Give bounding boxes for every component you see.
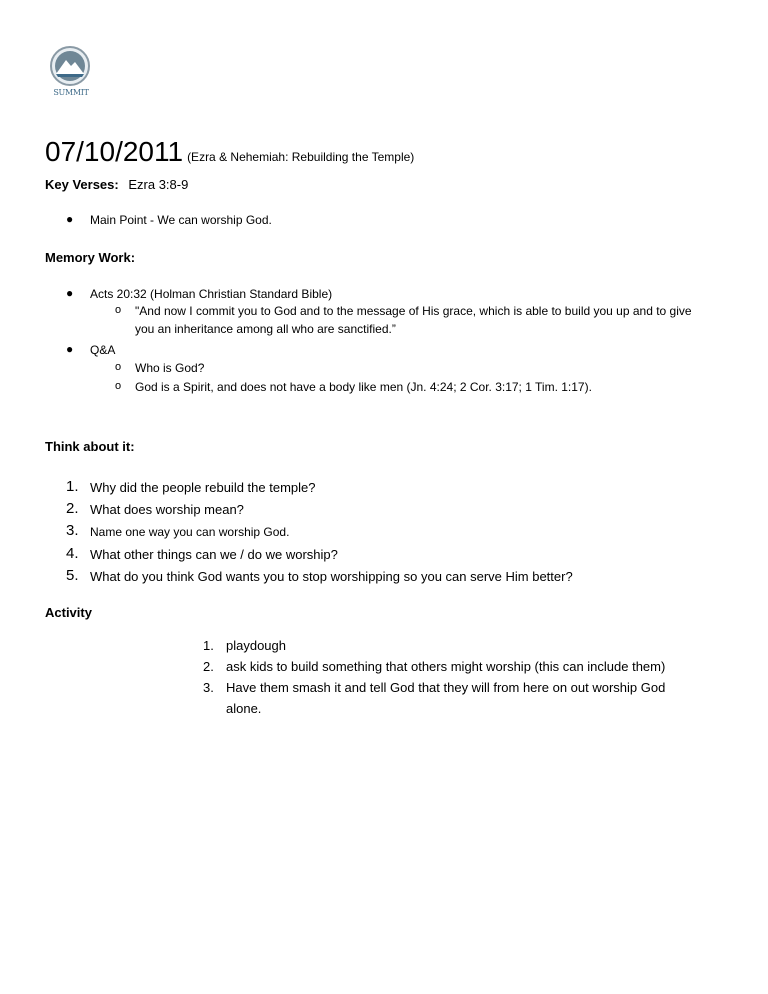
activity-heading: Activity	[45, 605, 92, 620]
logo-text: SUMMIT	[53, 88, 89, 97]
circle-bullet-icon: o	[115, 380, 122, 392]
think-item-number: 4.	[66, 545, 79, 562]
bullet-icon: ●	[66, 212, 74, 226]
bullet-icon: ●	[66, 342, 74, 356]
think-item-text: Name one way you can worship God.	[90, 525, 290, 539]
qa-label: Q&A	[90, 343, 116, 357]
qa-question: Who is God?	[135, 361, 205, 375]
summit-logo-icon	[46, 44, 94, 104]
title-date: 07/10/2011	[45, 136, 184, 167]
verse-text-line2: you an inheritance among all who are sanctified.”	[135, 322, 396, 336]
main-point: Main Point - We can worship God.	[90, 213, 272, 227]
activity-item-text: playdough	[226, 638, 286, 653]
think-item-number: 2.	[66, 500, 79, 517]
think-item-number: 3.	[66, 522, 79, 539]
title-subtitle: (Ezra & Nehemiah: Rebuilding the Temple)	[187, 150, 415, 164]
think-item-text: What do you think God wants you to stop worshipping so you can serve Him better?	[90, 569, 573, 584]
verse-text-line1: "And now I commit you to God and to the message of His grace, which is able to build you up and to give	[135, 304, 692, 318]
key-verses	[45, 177, 188, 192]
key-verses-label: Key Verses:	[45, 177, 119, 192]
activity-item-number: 3.	[203, 680, 214, 695]
activity-item-number: 1.	[203, 638, 214, 653]
qa-answer: God is a Spirit, and does not have a body like men (Jn. 4:24; 2 Cor. 3:17; 1 Tim. 1:17).	[135, 380, 592, 394]
key-verses-value: Ezra 3:8-9	[128, 177, 189, 192]
bullet-icon: ●	[66, 286, 74, 300]
activity-item-number: 2.	[203, 659, 214, 674]
activity-item-text: ask kids to build something that others might worship (this can include them)	[226, 659, 666, 674]
think-item-number: 5.	[66, 567, 79, 584]
verse-reference: Acts 20:32 (Holman Christian Standard Bible)	[90, 287, 333, 301]
think-heading: Think about it:	[45, 439, 135, 454]
circle-bullet-icon: o	[115, 304, 122, 316]
page-title	[45, 136, 414, 168]
memory-work-heading: Memory Work:	[45, 250, 136, 265]
think-item-text: Why did the people rebuild the temple?	[90, 480, 316, 495]
think-item-number: 1.	[66, 478, 79, 495]
activity-item-text: Have them smash it and tell God that they will from here on out worship God	[226, 680, 666, 695]
think-item-text: What does worship mean?	[90, 502, 244, 517]
activity-item-text-continued: alone.	[226, 701, 262, 716]
think-item-text: What other things can we / do we worship?	[90, 547, 338, 562]
circle-bullet-icon: o	[115, 361, 122, 373]
